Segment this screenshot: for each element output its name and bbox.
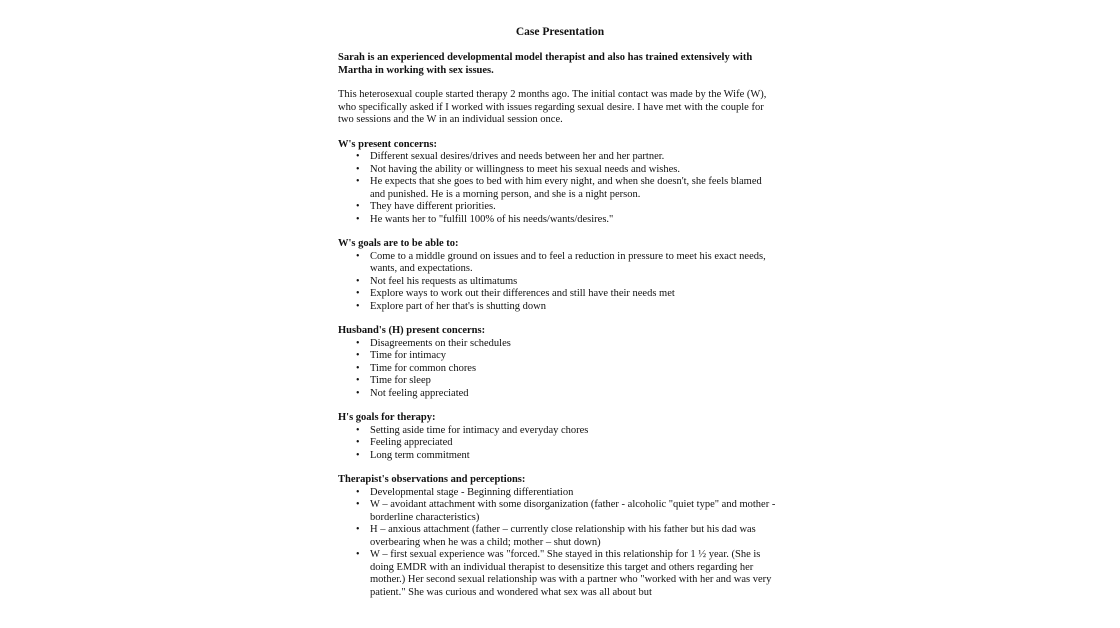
document-title: Case Presentation: [515, 26, 605, 38]
list-item: • Long term commitment: [370, 450, 778, 463]
bullet-list: [338, 151, 778, 226]
list-item: • Come to a middle ground on issues and to feel a reduction in pressure to meet his exact needs, wants, and expectations.: [370, 251, 778, 276]
list-item: • They have different priorities.: [370, 201, 778, 214]
section-w-goals: [338, 238, 778, 313]
section-therapist-observations: [338, 474, 778, 599]
list-item: • Not having the ability or willingness to meet his sexual needs and wishes.: [370, 164, 778, 177]
list-item: • W – avoidant attachment with some disorganization (father - alcoholic "quiet type" and mother - borderline characteristics): [370, 499, 778, 524]
list-item: • Not feel his requests as ultimatums: [370, 276, 778, 289]
list-item: • He wants her to "fulfill 100% of his needs/wants/desires.": [370, 214, 778, 227]
list-item: • Time for sleep: [370, 375, 778, 388]
list-item: • Explore ways to work out their differences and still have their needs met: [370, 288, 778, 301]
section-h-goals: [338, 412, 778, 462]
bullet-list: [338, 338, 778, 401]
list-item: • Not feeling appreciated: [370, 388, 778, 401]
section-heading: W's goals are to be able to:: [338, 238, 459, 249]
section-w-concerns: [338, 139, 778, 227]
list-item: • Feeling appreciated: [370, 437, 778, 450]
intro-paragraph: Sarah is an experienced developmental model therapist and also has trained extensively with Martha in working with sex issues.: [338, 52, 753, 76]
document-body: [338, 52, 778, 611]
list-item: • Different sexual desires/drives and needs between her and her partner.: [370, 151, 778, 164]
section-heading: Husband's (H) present concerns:: [338, 325, 486, 336]
section-heading: Therapist's observations and perceptions:: [338, 474, 526, 485]
list-item: • Explore part of her that's is shutting down: [370, 301, 778, 314]
background-paragraph: This heterosexual couple started therapy 2 months ago. The initial contact was made by the Wife (W), who specifically asked if I worked with issues regarding sexual desire. I have met with the couple for two sessions and the W in an individual session once.: [338, 89, 767, 125]
section-heading: W's present concerns:: [338, 138, 437, 150]
list-item: • Time for intimacy: [370, 350, 778, 363]
list-item: • W – first sexual experience was "forced." She stayed in this relationship for 1 ½ year. (She is doing EMDR with an individual therapist to desensitize this target and others regarding her mother.) Her second sexual relationship was with a partner who "worked with her and was very patient." She was curious and wondered what sex was all about but: [370, 549, 778, 599]
list-item: • H – anxious attachment (father – currently close relationship with his father but his dad was overbearing when he was a child; mother – shut down): [370, 524, 778, 549]
list-item: • He expects that she goes to bed with him every night, and when she doesn't, she feels blamed and punished. He is a morning person, and she is a night person.: [370, 176, 778, 201]
list-item: • Setting aside time for intimacy and everyday chores: [370, 425, 778, 438]
section-h-concerns: [338, 325, 778, 400]
bullet-list: [338, 425, 778, 463]
list-item: • Developmental stage - Beginning differentiation: [370, 487, 778, 500]
bullet-list: [338, 251, 778, 314]
bullet-list: [338, 487, 778, 600]
list-item: • Disagreements on their schedules: [370, 338, 778, 351]
section-heading: H's goals for therapy:: [338, 412, 436, 423]
list-item: • Time for common chores: [370, 363, 778, 376]
